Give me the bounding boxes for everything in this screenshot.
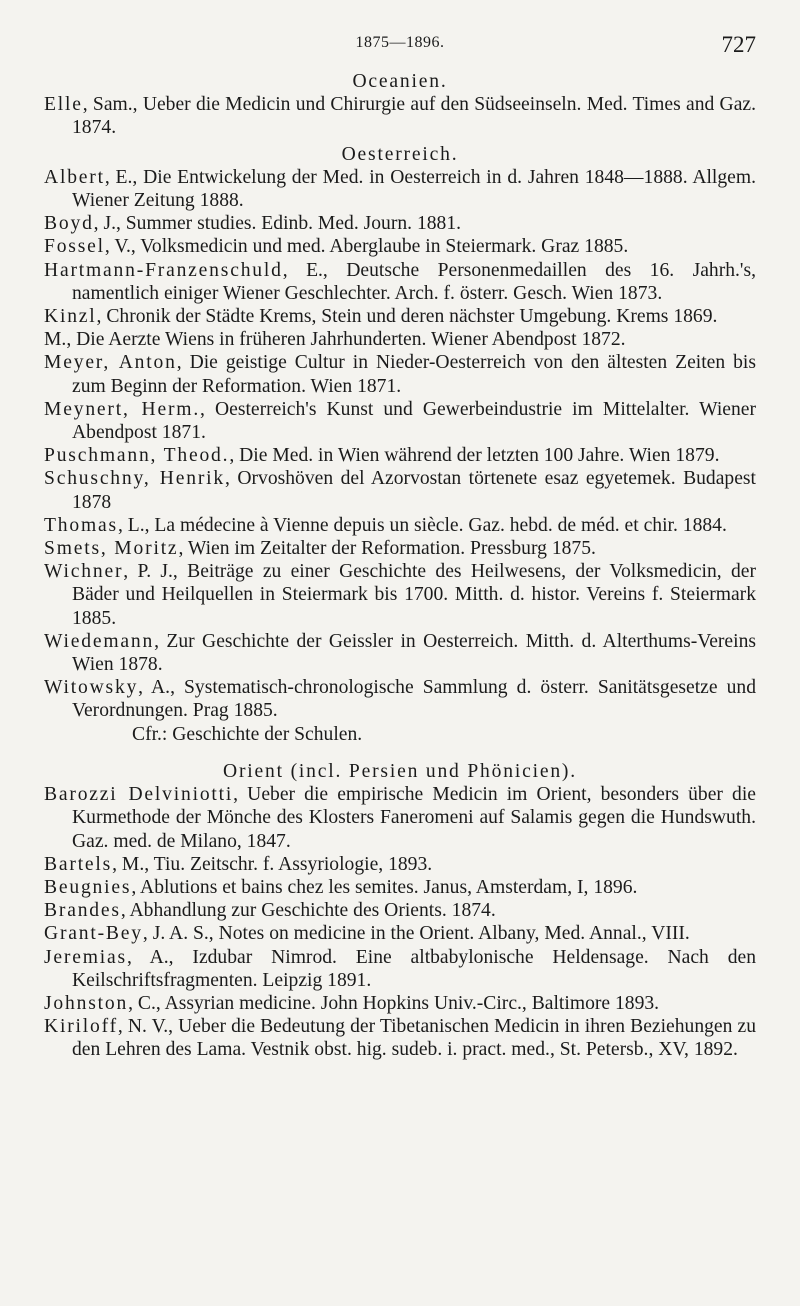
entry-text: , J., Summer studies. Edinb. Med. Journ. 1881. bbox=[93, 213, 462, 235]
section-title-orient: Orient (incl. Persien und Phönicien). bbox=[223, 760, 577, 782]
entry-author: Witowsky bbox=[44, 677, 139, 699]
bibliography-entry bbox=[44, 783, 756, 853]
entry-author: Grant-Bey bbox=[44, 923, 143, 945]
entry-text: , Chronik der Städte Krems, Stein und deren nächster Umgebung. Krems 1869. bbox=[96, 306, 718, 328]
entry-author: Elle bbox=[44, 94, 83, 116]
bibliography-entry bbox=[44, 467, 756, 513]
entry-author: Barozzi Delviniotti bbox=[44, 784, 234, 806]
bibliography-entry bbox=[44, 305, 756, 328]
entry-text: , E., Deutsche Personenmedaillen des 16. Jahrh.'s, namentlich einiger Wiener Geschlechter. Arch. f. österr. Gesch. Wien 1873. bbox=[72, 259, 756, 304]
bibliography-entry bbox=[44, 676, 756, 722]
bibliography-entry bbox=[44, 398, 756, 444]
bibliography-entry bbox=[44, 899, 756, 922]
bibliography-entry bbox=[44, 259, 756, 305]
entry-author: Fossel bbox=[44, 236, 105, 258]
bibliography-entry bbox=[44, 1015, 756, 1061]
entry-text: , Wien im Zeitalter der Reformation. Pressburg 1875. bbox=[178, 538, 596, 560]
entry-author: Puschmann, Theod. bbox=[44, 445, 230, 467]
entry-text: , Zur Geschichte der Geissler in Oesterreich. Mitth. d. Alterthums-Vereins Wien 1878. bbox=[72, 630, 756, 676]
entry-text: , L., La médecine à Vienne depuis un siècle. Gaz. hebd. de méd. et chir. 1884. bbox=[117, 514, 727, 536]
entry-text: , V., Volksmedicin und med. Aberglaube in Steiermark. Graz 1885. bbox=[104, 236, 629, 258]
bibliography-entry bbox=[44, 444, 756, 467]
entry-text: , C., Assyrian medicine. John Hopkins Univ.-Circ., Baltimore 1893. bbox=[128, 992, 660, 1014]
entry-text: , Sam., Ueber die Medicin und Chirurgie auf den Südseeinseln. Med. Times and Gaz. 1874. bbox=[72, 94, 756, 139]
entry-text: , Die Med. in Wien während der letzten 100 Jahre. Wien 1879. bbox=[229, 445, 720, 467]
bibliography-entry bbox=[44, 630, 756, 676]
bibliography-entry bbox=[44, 537, 756, 560]
bibliography-entry bbox=[44, 560, 756, 630]
entry-author: Thomas bbox=[44, 514, 118, 536]
entry-text: , A., Systematisch-chronologische Sammlung d. österr. Sanitätsgesetze und Verordnungen. Prag 1885. bbox=[72, 677, 756, 722]
entry-author: Albert bbox=[44, 166, 105, 188]
entry-author: Beugnies bbox=[44, 876, 132, 898]
entry-text: M., Die Aerzte Wiens in früheren Jahrhunderten. Wiener Abendpost 1872. bbox=[44, 329, 626, 351]
section-gap bbox=[44, 746, 756, 760]
bibliography-entry bbox=[44, 946, 756, 992]
bibliography-entry bbox=[44, 235, 756, 258]
entry-text: , J. A. S., Notes on medicine in the Orient. Albany, Med. Annal., VIII. bbox=[142, 923, 690, 945]
entry-text: , Orvoshöven del Azorvostan törtenete esaz egyetemek. Budapest 1878 bbox=[72, 468, 756, 513]
entry-author: Kiriloff bbox=[44, 1016, 118, 1038]
bibliography-entry bbox=[44, 351, 756, 397]
bibliography-entry bbox=[44, 514, 756, 537]
entry-text: , N. V., Ueber die Bedeutung der Tibetanischen Medicin in ihren Beziehungen zu den Lehren des Lama. Vestnik obst. hig. sudeb. i. pract. med., St. Petersb., XV, 1892. bbox=[72, 1016, 756, 1061]
bibliography-entry bbox=[44, 992, 756, 1015]
bibliography-entry bbox=[44, 922, 756, 945]
bibliography-entry bbox=[44, 328, 756, 351]
bibliography-entry bbox=[44, 212, 756, 235]
entry-author: Meyer, Anton bbox=[44, 352, 177, 374]
entry-author: Kinzl bbox=[44, 306, 97, 328]
bibliography-entry bbox=[44, 853, 756, 876]
bibliography-entry bbox=[44, 93, 756, 139]
entry-text: , Die geistige Cultur in Nieder-Oesterreich von den ältesten Zeiten bis zum Beginn der Reformation. Wien 1871. bbox=[72, 352, 756, 397]
entry-text: , Ablutions et bains chez les semites. Janus, Amsterdam, I, 1896. bbox=[131, 876, 638, 898]
entry-text: , M., Tiu. Zeitschr. f. Assyriologie, 1893. bbox=[112, 853, 433, 875]
bibliography-entry bbox=[44, 876, 756, 899]
entry-author: Hartmann-Franzenschuld bbox=[44, 259, 283, 281]
entry-author: Boyd bbox=[44, 213, 94, 235]
entry-text: , Ueber die empirische Medicin im Orient, besonders über die Kurmethode der Mönche des Klosters Faneromeni auf Salamis gegen die Hundswuth. Gaz. med. de Milano, 1847. bbox=[72, 784, 756, 852]
entry-text: , E., Die Entwickelung der Med. in Oesterreich in d. Jahren 1848—1888. Allgem. Wiener Zeitung 1888. bbox=[72, 166, 756, 212]
cross-reference: Cfr.: Geschichte der Schulen. bbox=[132, 723, 363, 745]
running-head: 1875—1896. bbox=[355, 34, 445, 51]
entry-author: Wichner bbox=[44, 561, 124, 583]
entry-author: Bartels bbox=[44, 853, 113, 875]
entry-author: Schuschny, Henrik bbox=[44, 468, 225, 490]
entry-author: Meynert, Herm. bbox=[44, 398, 201, 420]
entry-text: , A., Izdubar Nimrod. Eine altbabylonische Heldensage. Nach den Keilschriftsfragmenten. Leipzig 1891. bbox=[72, 946, 756, 991]
entry-author: Brandes bbox=[44, 900, 121, 922]
entry-text: , Abhandlung zur Geschichte des Orients. 1874. bbox=[120, 900, 496, 922]
entry-text: , P. J., Beiträge zu einer Geschichte des Heilwesens, der Volksmedicin, der Bäder und Heilquellen in Steiermark bis 1700. Mitth. d. histor. Vereins f. Steiermark 1885. bbox=[72, 561, 756, 629]
entry-author: Wiedemann bbox=[44, 630, 155, 652]
section-title-oceanien: Oceanien. bbox=[352, 71, 448, 92]
entry-text: , Oesterreich's Kunst und Gewerbeindustrie im Mittelalter. Wiener Abendpost 1871. bbox=[72, 398, 756, 444]
entry-author: Smets, Moritz bbox=[44, 538, 179, 560]
section-title-oesterreich: Oesterreich. bbox=[341, 143, 459, 165]
bibliography-content bbox=[44, 70, 756, 1062]
entry-author: Johnston bbox=[44, 992, 129, 1014]
bibliography-entry bbox=[44, 166, 756, 212]
page-number: 727 bbox=[721, 32, 756, 57]
entry-author: Jeremias bbox=[44, 946, 127, 968]
